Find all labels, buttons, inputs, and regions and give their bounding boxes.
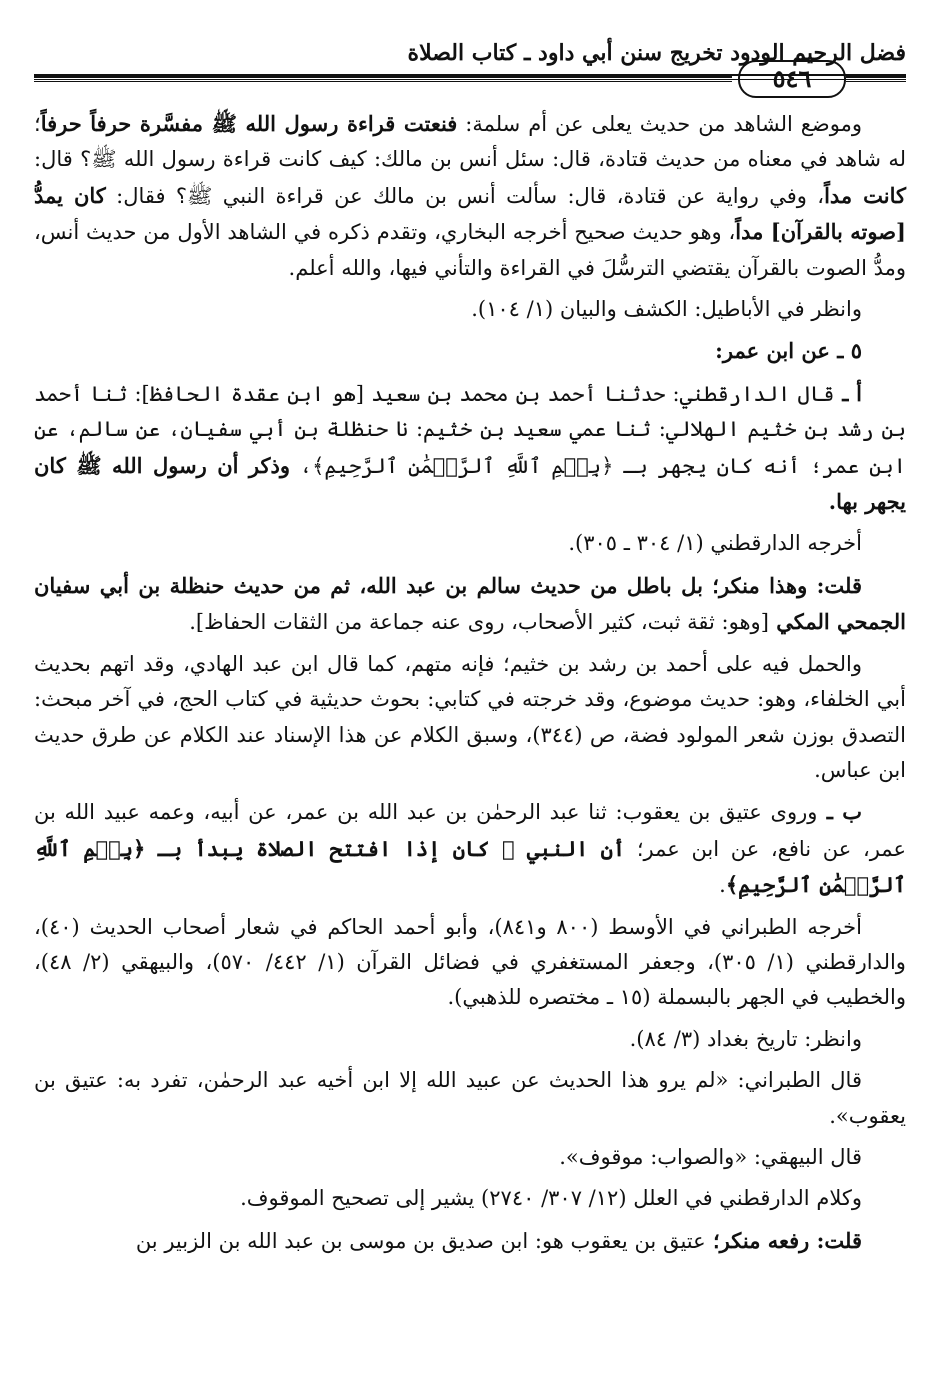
- body-text: [34, 106, 906, 1259]
- paragraph-p6: [34, 568, 906, 641]
- paragraph-p11: [34, 1063, 906, 1134]
- text-segment: قال البيهقي: «والصواب: موقوف».: [559, 1144, 862, 1169]
- text-segment: وانظر: تاريخ بغداد (٣/ ٨٤).: [629, 1026, 862, 1051]
- bold-text: وذكر أن رسول الله ﷺ كان يجهر بها.: [34, 452, 906, 515]
- bold-text: قلت: رفعه منكر؛: [705, 1227, 862, 1253]
- paragraph-p10: [34, 1022, 906, 1057]
- text-segment: قال الدارقطني: حدثنا أحمد بن محمد بن سعيد [هو ابن عقدة الحافظ]: ثنا أحمد بن رشد بن خثيم الهلالي: ثنا عمي سعيد بن خثيم: نا حنظلة بن أبي سفيان، عن سالم، عن ابن عمر؛ أنه كان يجهر بـ ﴿بِسۡمِ ٱللَّهِ ٱلرَّحۡمَٰنِ ٱلرَّحِيمِ﴾،: [34, 381, 906, 478]
- bold-text: كان يمدُّ [صوته بالقرآن] مداً: [34, 182, 906, 245]
- text-segment: [وهو: ثقة ثبت، كثير الأصحاب، روى عنه جماعة من الثقات الحفاظ].: [189, 610, 769, 635]
- text-segment: وموضع الشاهد من حديث يعلى عن أم سلمة:: [457, 112, 862, 136]
- bold-text: أن النبي ﷺ كان إذا افتتح الصلاة يبدأ بـ ﴿بِسۡمِ ٱللَّهِ ٱلرَّحۡمَٰنِ ٱلرَّحِيمِ﴾: [34, 835, 906, 898]
- text-segment: وكلام الدارقطني في العلل (١٢/ ٣٠٧/ ٢٧٤٠) يشير إلى تصحيح الموقوف.: [240, 1186, 862, 1211]
- paragraph-p1: [34, 106, 906, 286]
- book-page: [34, 0, 906, 1399]
- text-segment: .: [719, 873, 726, 898]
- running-title: فضل الرحيم الودود تخريج سنن أبي داود ـ كتاب الصلاة: [407, 40, 906, 66]
- text-segment: وانظر في الأباطيل: الكشف والبيان (١/ ١٠٤).: [471, 297, 862, 322]
- bold-text: ٥ ـ عن ابن عمر:: [715, 338, 862, 364]
- paragraph-p2: [34, 292, 906, 327]
- text-segment: ، وفي رواية عن قتادة، قال: سألت أنس بن مالك عن قراءة النبي ﷺ؟ فقال:: [105, 183, 825, 208]
- ornament-line-left: [34, 76, 732, 78]
- paragraph-p14: [34, 1223, 906, 1259]
- bold-text: فنعتت قراءة رسول الله ﷺ مفسَّرة حرفاً حرفاً: [40, 111, 458, 136]
- text-segment: عتيق بن يعقوب هو: ابن صديق بن موسى بن عبد الله بن الزبير بن: [135, 1228, 706, 1253]
- text-segment: وروى عتيق بن يعقوب: ثنا عبد الرحمٰن بن عبد الله بن عمر، عن أبيه، وعمه عبيد الله بن عمر، عن نافع، عن ابن عمر؛: [34, 800, 906, 861]
- paragraph-p13: [34, 1181, 906, 1216]
- paragraph-p3: [34, 333, 906, 369]
- paragraph-p7: [34, 647, 906, 789]
- paragraph-p12: [34, 1140, 906, 1175]
- paragraph-p8: [34, 794, 906, 903]
- bold-text: أ ـ: [834, 380, 863, 406]
- ornament-line-left-thin: [34, 81, 732, 82]
- page-number-row: [34, 58, 906, 98]
- text-segment: ، وهو حديث صحيح أخرجه البخاري، وتقدم ذكره في الشاهد الأول من حديث أنس، ومدُّ الصوت بالقرآن يقتضي الترسُّلَ في القراءة والتأني فيها، والله أعلم.: [34, 220, 906, 280]
- text-segment: والحمل فيه على أحمد بن رشد بن خثيم؛ فإنه متهم، كما قال ابن عبد الهادي، وقد اتهم بحديث أبي الخلفاء، وهو: حديث موضوع، وقد خرجته في كتابي: بحوث حديثية في كتاب الحج، في آخر مبحث: التصدق بوزن شعر المولود فضة، ص (٣٤٤)، وسبق الكلام عن هذا الإسناد عند الكلام عن طرق حديث ابن عباس.: [34, 651, 906, 782]
- bold-text: ب ـ: [817, 799, 862, 825]
- ornament-line-right-thin: [846, 81, 906, 82]
- bold-text: قلت: وهذا منكر؛ بل باطل من حديث سالم بن عبد الله، ثم من حديث حنظلة بن أبي سفيان الجمحي المكي: [34, 572, 906, 635]
- text-segment: أخرجه الطبراني في الأوسط (٨٠٠ و٨٤١)، وأبو أحمد الحاكم في شعار أصحاب الحديث (٤٠)، والدارقطني (١/ ٣٠٥)، وجعفر المستغفري في فضائل القرآن (١/ ٤٤٢/ ٥٧٠)، والبيهقي (٢/ ٤٨)، والخطيب في الجهر بالبسملة (١٥ ـ مختصره للذهبي).: [34, 914, 906, 1010]
- text-segment: ؛ له شاهد في معناه من حديث قتادة، قال: سئل أنس بن مالك: كيف كانت قراءة رسول الله ﷺ؟ قال:: [34, 112, 906, 172]
- paragraph-p5: [34, 526, 906, 561]
- bold-text: كانت مداً: [824, 182, 907, 208]
- paragraph-p4: [34, 376, 906, 521]
- page-number: ٥٤٦: [738, 60, 846, 98]
- text-segment: قال الطبراني: «لم يرو هذا الحديث عن عبيد الله إلا ابن أخيه عبد الرحمٰن، تفرد به: عتيق بن يعقوب».: [34, 1068, 906, 1128]
- paragraph-p9: [34, 910, 906, 1016]
- ornament-line-right: [846, 76, 906, 78]
- text-segment: أخرجه الدارقطني (١/ ٣٠٤ ـ ٣٠٥).: [568, 531, 862, 556]
